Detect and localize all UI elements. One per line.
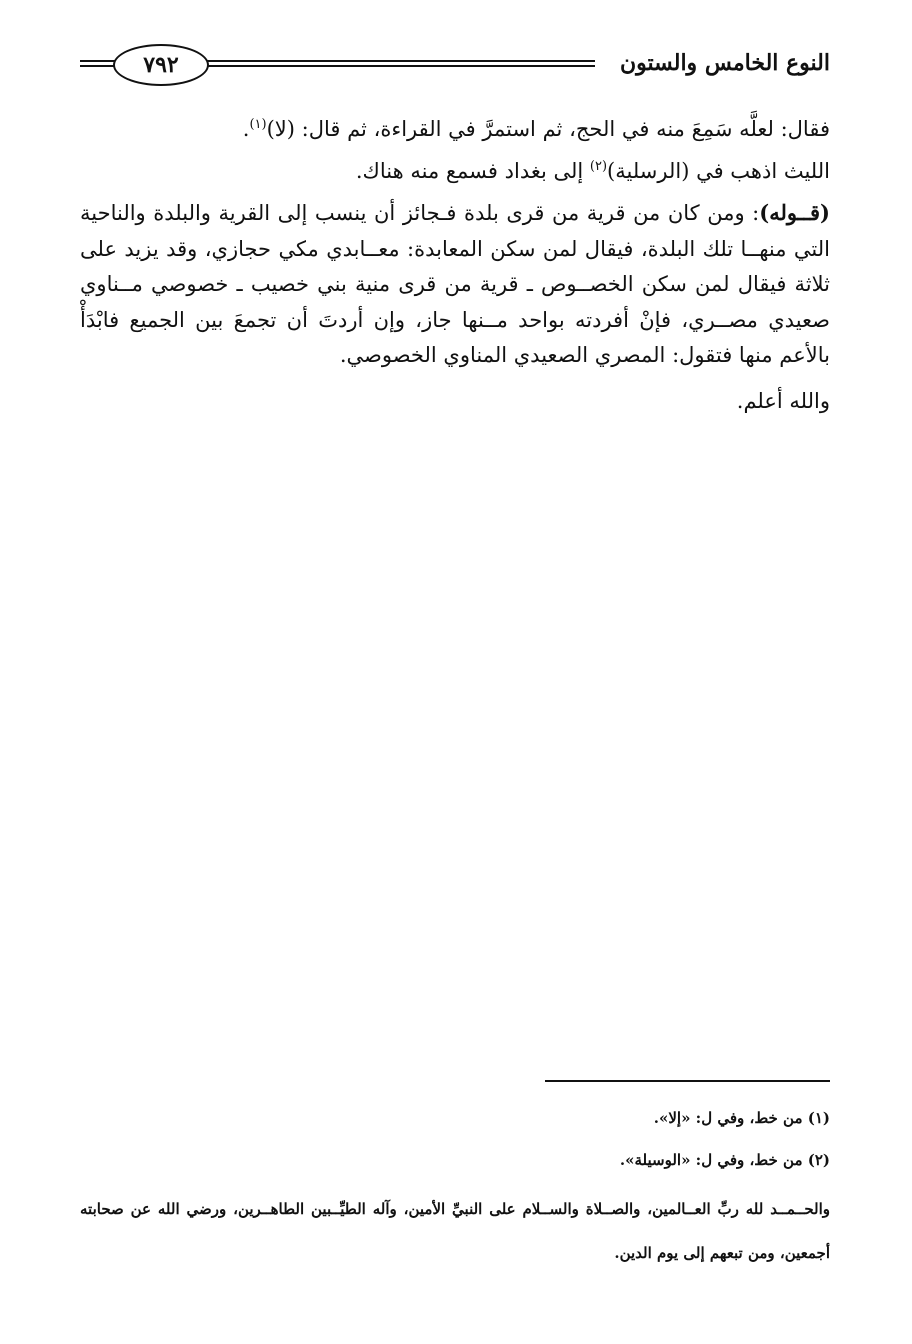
footnote-1: (١) من خط، وفي ل: «إلا». — [653, 1109, 830, 1127]
footnote-ref-1: (١) — [249, 117, 267, 132]
page-header — [80, 38, 830, 94]
main-text — [80, 112, 830, 425]
header-rule-left — [80, 60, 113, 67]
paragraph-3: (قــوله): ومن كان من قرية من قرى بلدة فـجائز أن ينسب إلى القرية والبلدة والناحية التي منهــا تلك البلدة، فيقال لمن سكن المعابدة: معــابدي مكي حجازي، وقد يزيد على ثلاثة فيقال لمن سكن الخصــوص ـ قرية من قرى منية بني خصيب ـ خصوصي مــناوي صعيدي مصــري، فإنْ أفردته بواحد مــنها جاز، وإن أردتَ أن تجمعَ بين الجميع فابْدَأْ بالأعم منها فتقول: المصري الصعيدي المناوي الخصوصي. — [80, 200, 830, 367]
paragraph-1: فقال: لعلَّه سَمِعَ منه في الحج، ثم استمرَّ في القراءة، ثم قال: (لا)$^{(١)}$. — [242, 117, 830, 141]
chapter-title: النوع الخامس والستون — [619, 50, 830, 76]
footnote-2: (٢) من خط، وفي ل: «الوسيلة». — [619, 1151, 830, 1169]
page-number: ٧٩٢ — [113, 44, 209, 86]
footnote-separator — [545, 1080, 830, 1082]
footnote-ref-2: (٢) — [589, 158, 608, 174]
closing-text: والحــمــد لله ربِّ العــالمين، والصــلاة والســلام على النبيِّ الأمين، وآله الطيِّــبين الطاهــرين، ورضي الله عن صحابته أجمعين، ومن تبعهم إلى يوم الدين. — [80, 1200, 830, 1262]
paragraph-3-label: (قــوله) — [759, 200, 830, 225]
header-rule-between — [209, 60, 592, 67]
paragraph-4: والله أعلم. — [736, 388, 830, 413]
footnotes — [80, 1103, 830, 1287]
paragraph-2: الليث اذهب في (الرسلية)$^{(٢)}$ إلى بغداد فسمع منه هناك. — [355, 158, 830, 183]
